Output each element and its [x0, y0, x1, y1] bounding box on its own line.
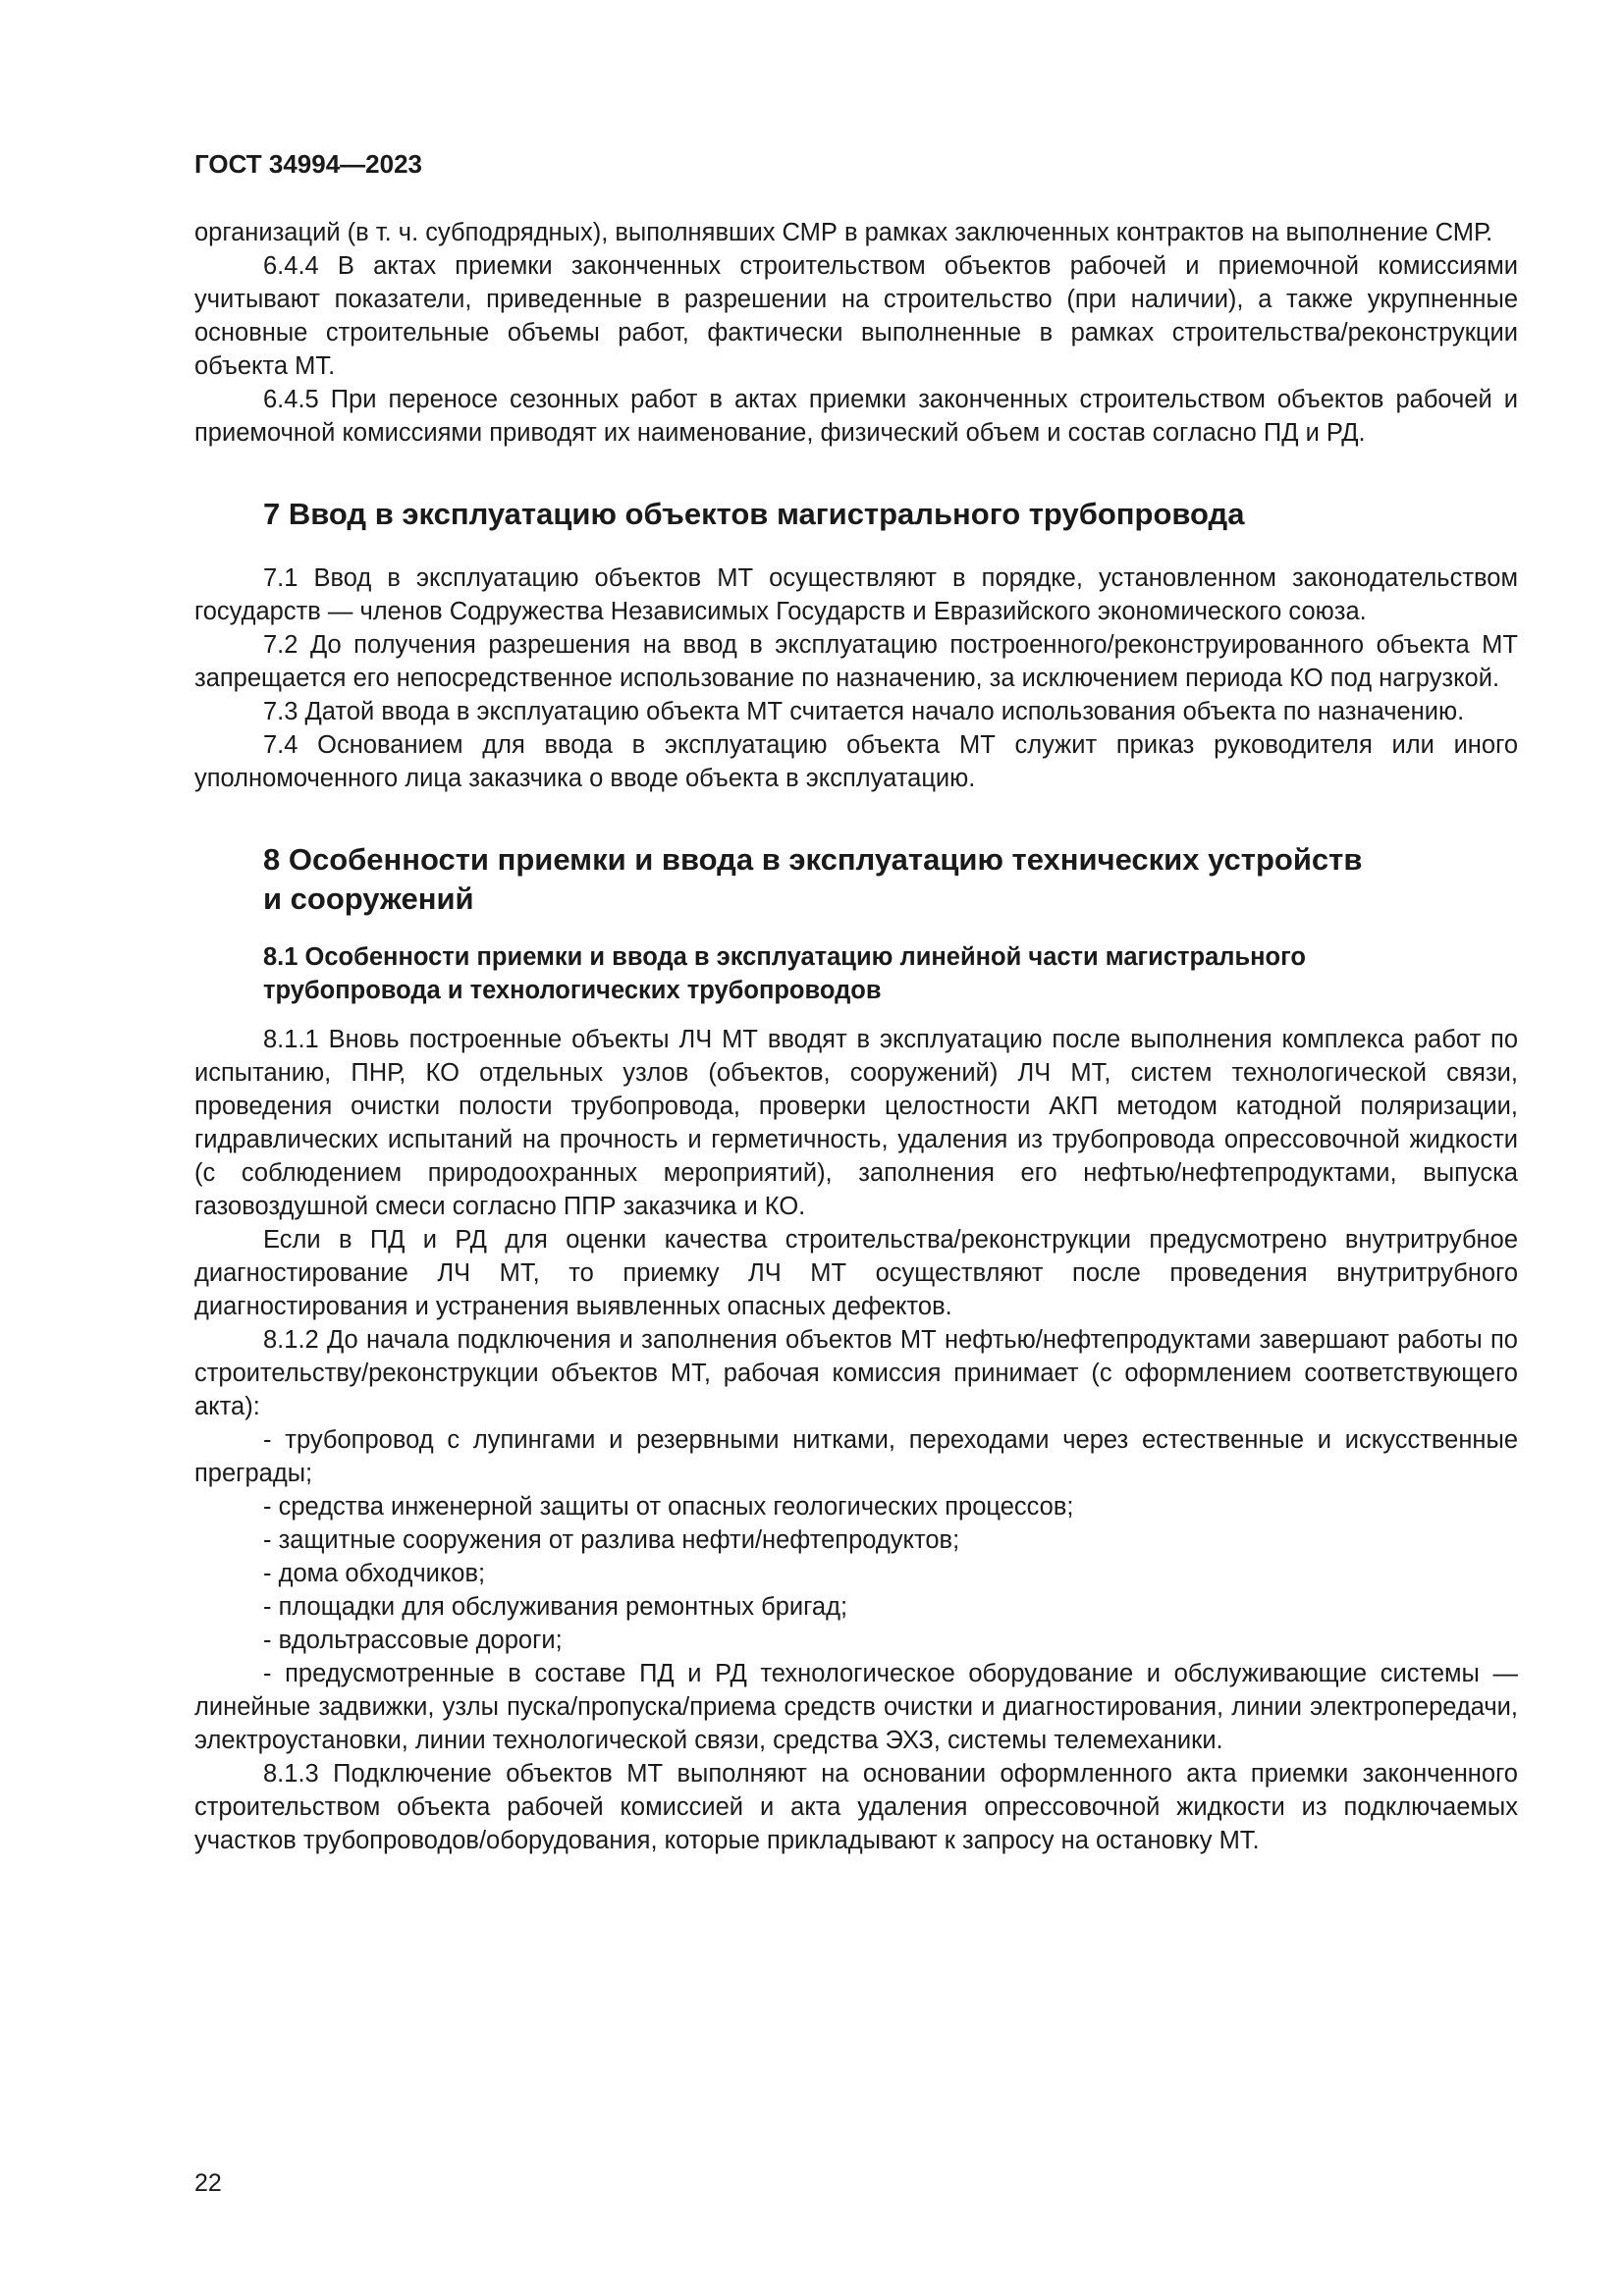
subsection-8-1-heading — [263, 940, 1518, 1007]
section-8-heading-line1: 8 Особенности приемки и ввода в эксплуатацию технических устройств — [263, 842, 1363, 877]
paragraph-8-1-2: 8.1.2 До начала подключения и заполнения объектов МТ нефтью/нефтепродуктами завершают работы по строительству/реконструкции объектов МТ, рабочая комиссия принимает (с оформлением соответствующего акта): — [194, 1326, 1518, 1420]
section-8-heading-line2: и сооружений — [263, 881, 474, 916]
list-item: - предусмотренные в составе ПД и РД технологическое оборудование и обслуживающие системы — линейные задвижки, узлы пуска/пропуска/приема средств очистки и диагностирования, линии электропередачи, электроустановки, линии технологической связи, средства ЭХЗ, системы телемеханики. — [194, 1660, 1518, 1754]
document-id-header: ГОСТ 34994—2023 — [194, 149, 422, 179]
paragraph-7-4: 7.4 Основанием для ввода в эксплуатацию объекта МТ служит приказ руководителя или иного уполномоченного лица заказчика о вводе объекта в эксплуатацию. — [194, 731, 1518, 792]
page-number: 22 — [194, 2169, 222, 2197]
paragraph-6-4-4: 6.4.4 В актах приемки законченных строительством объектов рабочей и приемочной комиссиями учитывают показатели, приведенные в разрешении на строительство (при наличии), а также укрупненные основные строительные объемы работ, фактически выполненные в рамках строительства/реконструкции объекта МТ. — [194, 252, 1518, 380]
subsection-8-1-heading-line1: 8.1 Особенности приемки и ввода в эксплуатацию линейной части магистрального — [263, 943, 1306, 971]
paragraph-8-1-3: 8.1.3 Подключение объектов МТ выполняют на основании оформленного акта приемки законченного строительством объекта рабочей комиссией и акта удаления опрессовочной жидкости из подключаемых участков трубопроводов/оборудования, которые прикладывают к запросу на остановку МТ. — [194, 1760, 1518, 1854]
document-page — [194, 147, 1518, 1857]
section-7-heading: 7 Ввод в эксплуатацию объектов магистрального трубопровода — [263, 497, 1245, 531]
list-item: - дома обходчиков; — [263, 1560, 486, 1587]
list-item: - трубопровод с лупингами и резервными нитками, переходами через естественные и искусственные преграды; — [194, 1426, 1518, 1487]
list-item: - вдольтрассовые дороги; — [263, 1627, 563, 1654]
list-item: - средства инженерной защиты от опасных геологических процессов; — [263, 1493, 1074, 1521]
paragraph-6-4-5: 6.4.5 При переносе сезонных работ в актах приемки законченных строительством объектов рабочей и приемочной комиссиями приводят их наименование, физический объем и состав согласно ПД и РД. — [194, 386, 1518, 447]
list-item: - защитные сооружения от разлива нефти/нефтепродуктов; — [263, 1526, 960, 1554]
paragraph-8-1-1-cont: Если в ПД и РД для оценки качества строительства/реконструкции предусмотрено внутритрубное диагностирование ЛЧ МТ, то приемку ЛЧ МТ осуществляют после проведения внутритрубного диагностирования и устранения выявленных опасных дефектов. — [194, 1226, 1518, 1320]
subsection-8-1-heading-line2: трубопровода и технологических трубопроводов — [263, 977, 882, 1004]
paragraph-7-1: 7.1 Ввод в эксплуатацию объектов МТ осуществляют в порядке, установленном законодательством государств — членов Содружества Независимых Государств и Евразийского экономического союза. — [194, 564, 1518, 625]
paragraph-continuation: организаций (в т. ч. субподрядных), выполнявших СМР в рамках заключенных контрактов на выполнение СМР. — [194, 219, 1493, 246]
requirements-list — [194, 1423, 1518, 1757]
paragraph-7-2: 7.2 До получения разрешения на ввод в эксплуатацию построенного/реконструированного объекта МТ запрещается его непосредственное использование по назначению, за исключением периода КО под нагрузкой. — [194, 631, 1518, 692]
paragraph-7-3: 7.3 Датой ввода в эксплуатацию объекта МТ считается начало использования объекта по назначению. — [263, 698, 1465, 725]
list-item: - площадки для обслуживания ремонтных бригад; — [263, 1593, 848, 1621]
paragraph-8-1-1: 8.1.1 Вновь построенные объекты ЛЧ МТ вводят в эксплуатацию после выполнения комплекса работ по испытанию, ПНР, КО отдельных узлов (объектов, сооружений) ЛЧ МТ, систем технологической связи, проведения очистки полости трубопровода, проверки целостности АКП методом катодной поляризации, гидравлических испытаний на прочность и герметичность, удаления из трубопровода опрессовочной жидкости (с соблюдением природоохранных мероприятий), заполнения его нефтью/нефтепродуктами, выпуска газовоздушной смеси согласно ППР заказчика и КО. — [194, 1026, 1518, 1220]
section-8-heading — [263, 840, 1518, 919]
